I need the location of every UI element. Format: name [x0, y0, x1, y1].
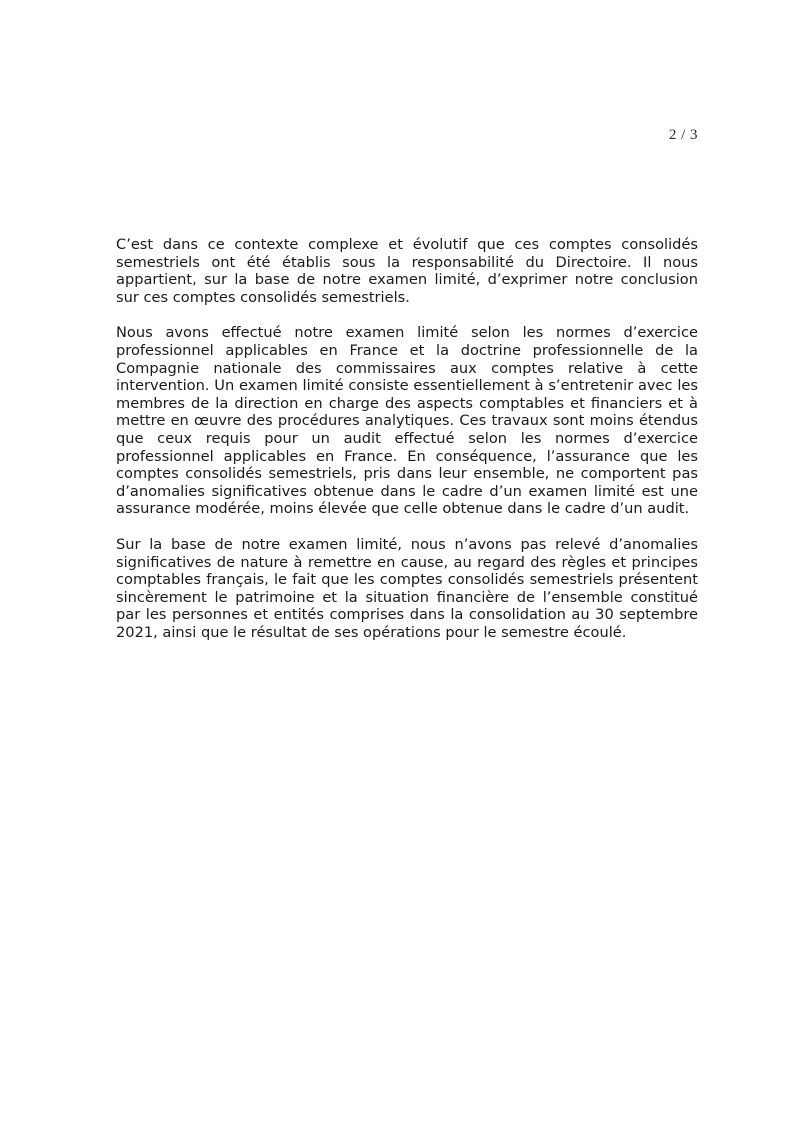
document-body	[116, 236, 698, 659]
paragraph-context: C’est dans ce contexte complexe et évolutif que ces comptes consolidés semestriels ont été établis sous la responsabilité du Directoire. Il nous appartient, sur la base de notre examen limité, d’exprimer notre conclusion sur ces comptes consolidés semestriels.	[116, 236, 698, 306]
paragraph-conclusion: Sur la base de notre examen limité, nous n’avons pas relevé d’anomalies significatives de nature à remettre en cause, au regard des règles et principes comptables français, le fait que les comptes consolidés semestriels présentent sincèrement le patrimoine et la situation financière de l’ensemble constitué par les personnes et entités comprises dans la consolidation au 30 septembre 2021, ainsi que le résultat de ses opérations pour le semestre écoulé.	[116, 535, 698, 641]
paragraph-review-scope: Nous avons effectué notre examen limité selon les normes d’exercice professionnel applicables en France et la doctrine professionnelle de la Compagnie nationale des commissaires aux comptes relative à cette intervention. Un examen limité consiste essentiellement à s’entretenir avec les membres de la direction en charge des aspects comptables et financiers et à mettre en œuvre des procédures analytiques. Ces travaux sont moins étendus que ceux requis pour un audit effectué selon les normes d’exercice professionnel applicables en France. En conséquence, l’assurance que les comptes consolidés semestriels, pris dans leur ensemble, ne comportent pas d’anomalies significatives obtenue dans le cadre d’un examen limité est une assurance modérée, moins élevée que celle obtenue dans le cadre d’un audit.	[116, 324, 698, 518]
page-number: 2 / 3	[668, 127, 698, 143]
